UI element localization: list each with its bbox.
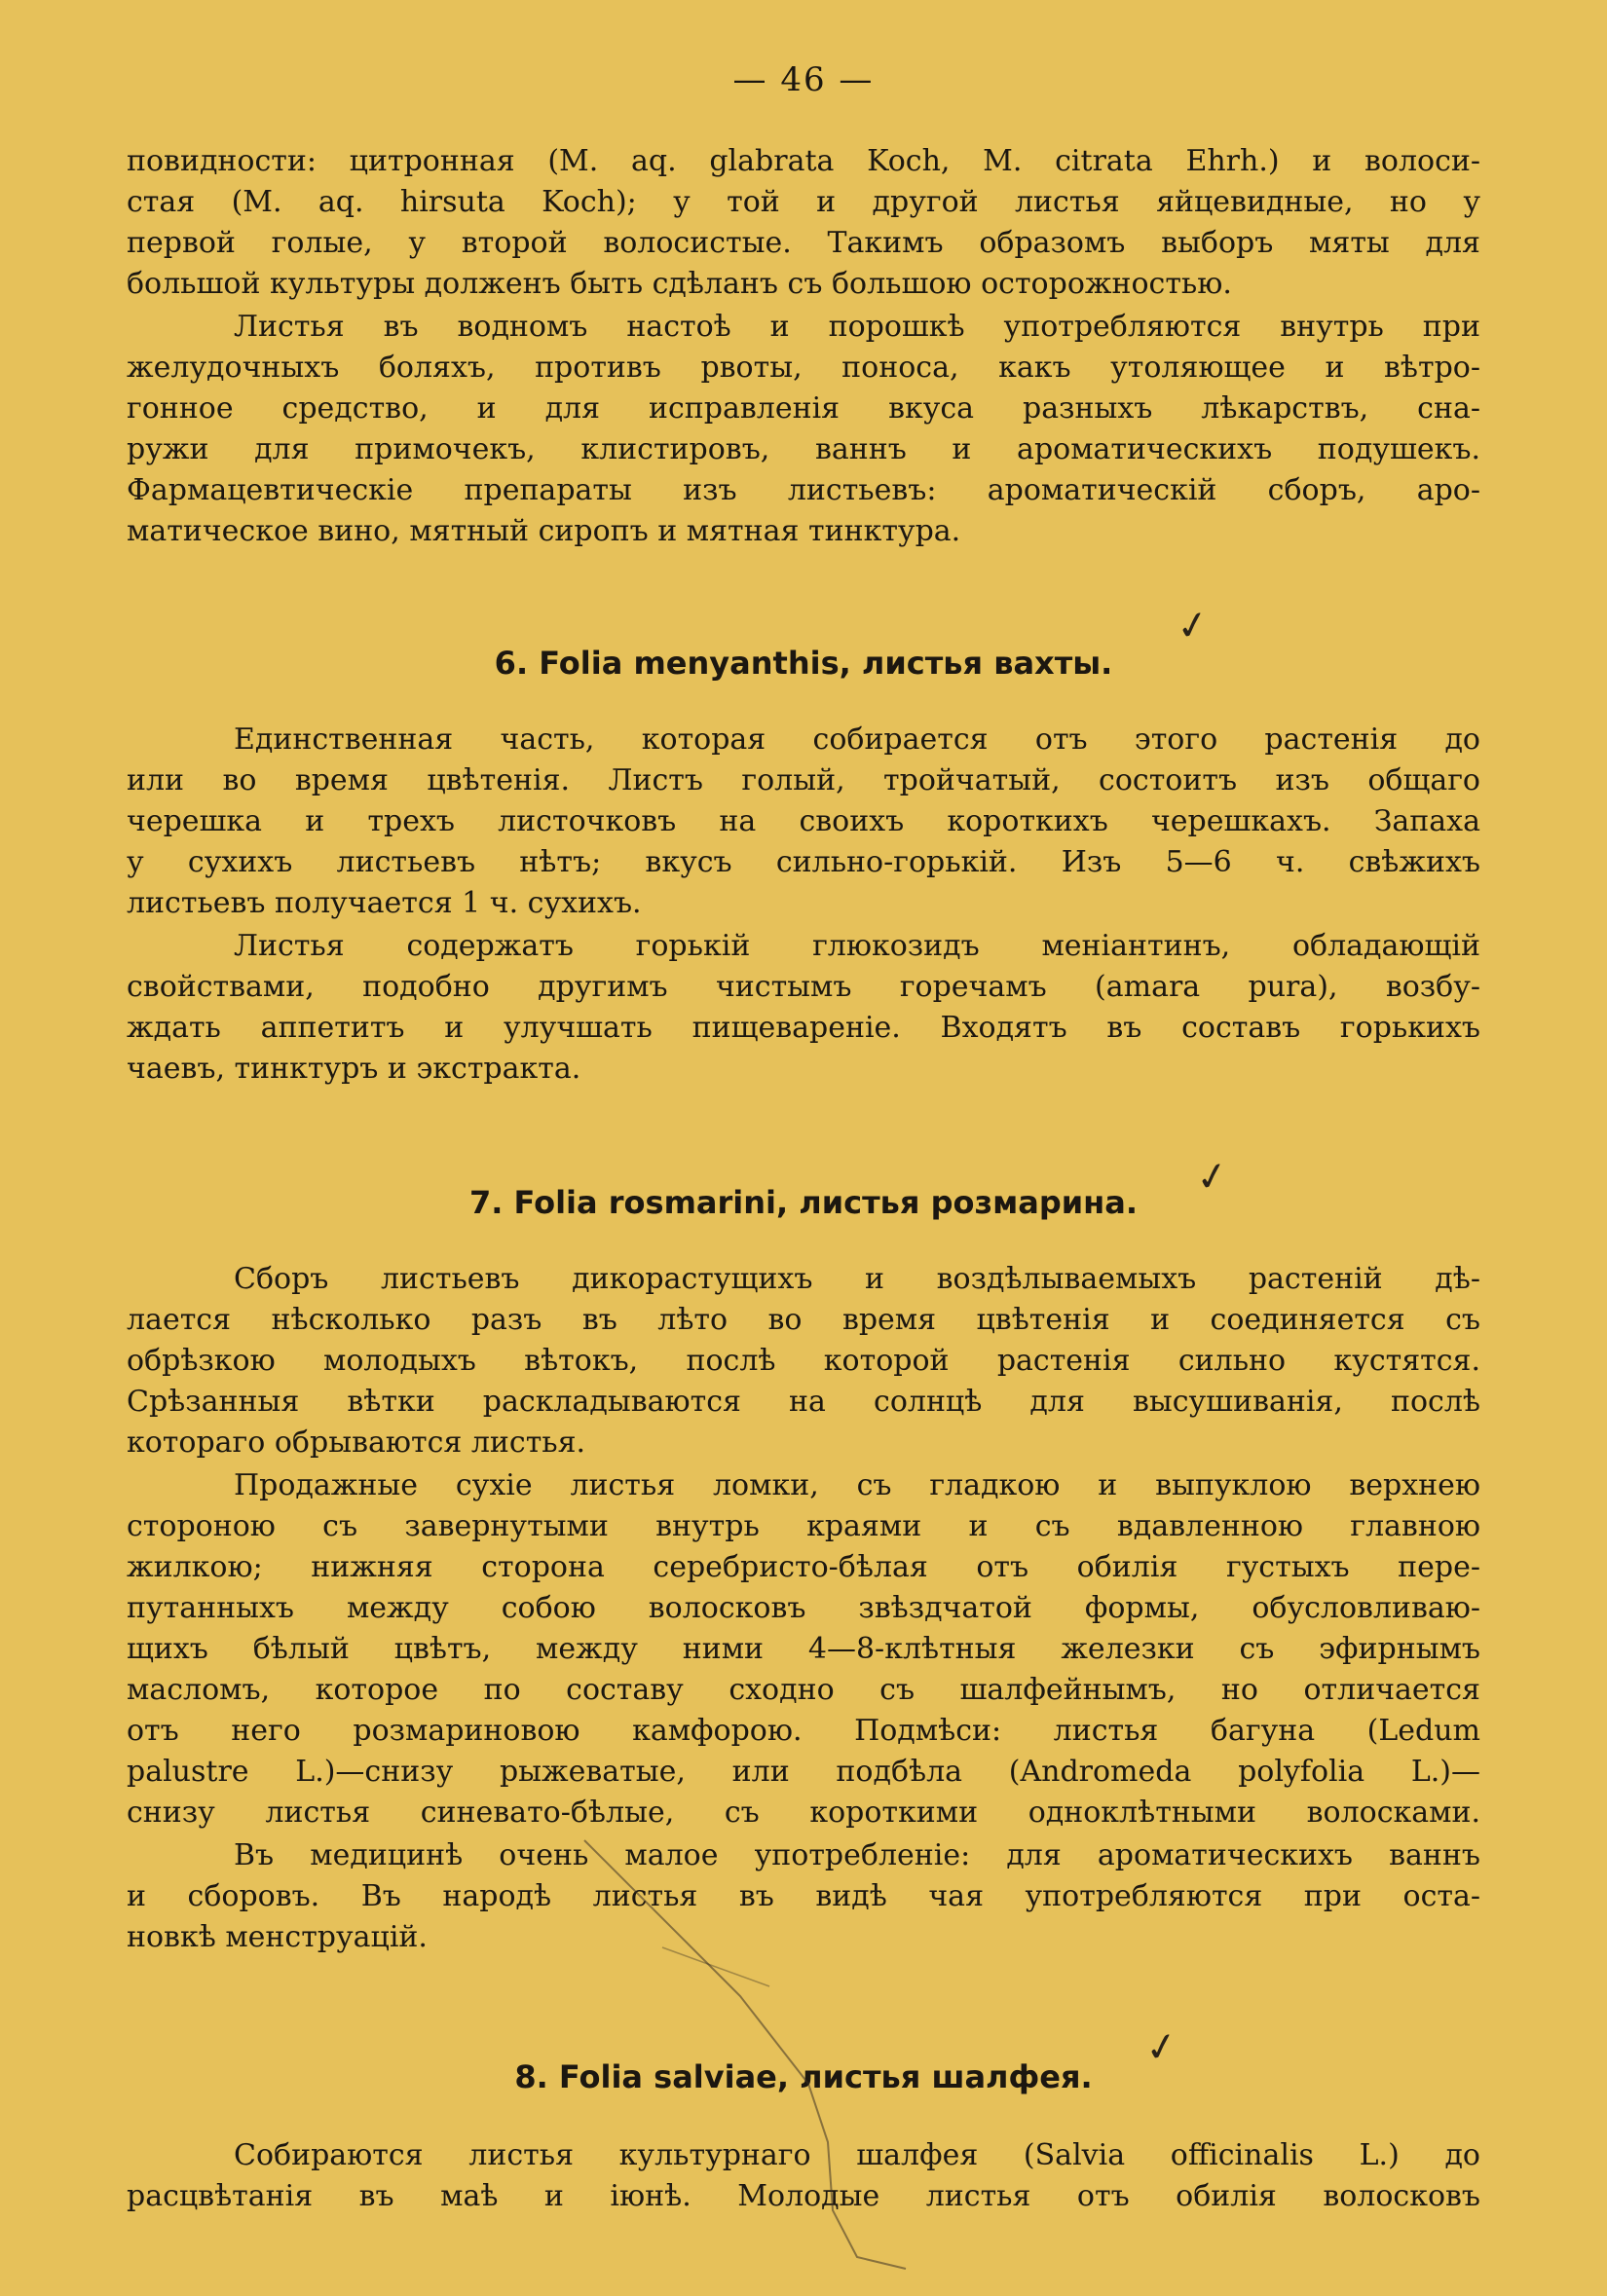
check-mark-icon: ✓ [1141,2022,1182,2073]
text-line: Единственная часть, которая собирается отъ этого растенія до [234,722,1480,757]
text-line: щихъ бѣлый цвѣтъ, между ними 4—8-клѣтныя железки съ эфирнымъ [127,1632,1480,1666]
text-line: матическое вино, мятный сиропъ и мятная тинктура. [127,514,961,548]
text-line: масломъ, которое по составу сходно съ шалфейнымъ, но отличается [127,1673,1480,1707]
text-line: у сухихъ листьевъ нѣтъ; вкусъ сильно-горькій. Изъ 5—6 ч. свѣжихъ [127,845,1480,879]
text-line: стая (M. aq. hirsuta Koch); у той и другой листья яйцевидные, но у [127,185,1480,219]
text-line: Продажные сухіе листья ломки, съ гладкою и выпуклою верхнею [234,1468,1480,1502]
text-line: Срѣзанныя вѣтки раскладываются на солнцѣ для высушиванія, послѣ [127,1385,1480,1419]
text-line: ружи для примочекъ, клистировъ, ваннъ и ароматическихъ подушекъ. [127,432,1480,466]
text-line: жилкою; нижняя сторона серебристо-бѣлая отъ обилія густыхъ пере- [127,1550,1480,1584]
text-line: желудочныхъ боляхъ, противъ рвоты, поноса, какъ утоляющее и вѣтро- [127,351,1480,385]
text-line: свойствами, подобно другимъ чистымъ горечамъ (amara pura), возбу- [127,970,1480,1004]
text-line: черешка и трехъ листочковъ на своихъ короткихъ черешкахъ. Запаха [127,804,1480,838]
text-line: Сборъ листьевъ дикорастущихъ и воздѣлываемыхъ растеній дѣ- [234,1262,1480,1296]
page-number: — 46 — [732,60,875,99]
section-heading: 8. Folia salviae, листья шалфея. [514,2058,1093,2095]
text-line: Листья въ водномъ настоѣ и порошкѣ употребляются внутрь при [234,310,1480,344]
check-mark-icon: ✓ [1192,1152,1233,1203]
text-line: ждать аппетитъ и улучшать пищевареніе. Входятъ въ составъ горькихъ [127,1011,1480,1045]
section-heading: 7. Folia rosmarini, листья розмарина. [468,1184,1139,1221]
text-line: или во время цвѣтенія. Листъ голый, тройчатый, состоитъ изъ общаго [127,763,1480,797]
text-line: Фармацевтическіе препараты изъ листьевъ: ароматическій сборъ, аро- [127,473,1480,507]
text-line: листьевъ получается 1 ч. сухихъ. [127,886,642,920]
text-line: чаевъ, тинктуръ и экстракта. [127,1052,581,1086]
text-line: большой культуры долженъ быть сдѣланъ съ большою осторожностью. [127,267,1232,301]
text-line: лается нѣсколько разъ въ лѣто во время цвѣтенія и соединяется съ [127,1303,1480,1337]
text-line: путанныхъ между собою волосковъ звѣздчатой формы, обусловливаю- [127,1591,1480,1625]
text-line: и сборовъ. Въ народѣ листья въ видѣ чая употребляются при оста- [127,1879,1480,1913]
text-line: стороною съ завернутыми внутрь краями и съ вдавленною главною [127,1509,1480,1543]
text-line: повидности: цитронная (M. aq. glabrata Koch, M. citrata Ehrh.) и волоси- [127,144,1480,178]
text-line: новкѣ менструацій. [127,1920,428,1954]
text-line: Въ медицинѣ очень малое употребленіе: для ароматическихъ ваннъ [234,1838,1480,1872]
text-line: отъ него розмариновою камфорою. Подмѣси: листья багуна (Ledum [127,1714,1480,1748]
text-line: обрѣзкою молодыхъ вѣтокъ, послѣ которой растенія сильно кустятся. [127,1344,1480,1378]
text-line: первой голые, у второй волосистые. Такимъ образомъ выборъ мяты для [127,226,1480,260]
section-heading: 6. Folia menyanthis, листья вахты. [494,645,1113,682]
check-mark-icon: ✓ [1173,601,1214,651]
text-line: расцвѣтанія въ маѣ и іюнѣ. Молодые листья отъ обилія волосковъ [127,2179,1480,2213]
text-line: Листья содержатъ горькій глюкозидъ меніантинъ, обладающій [234,929,1480,963]
text-line: palustre L.)—снизу рыжеватые, или подбѣла (Andromeda polyfolia L.)— [127,1755,1480,1789]
text-line: гонное средство, и для исправленія вкуса разныхъ лѣкарствъ, сна- [127,391,1480,426]
text-line: котораго обрываются листья. [127,1426,586,1460]
text-line: Собираются листья культурнаго шалфея (Salvia officinalis L.) до [234,2138,1480,2172]
text-line: снизу листья синевато-бѣлые, съ короткими одноклѣтными волосками. [127,1796,1480,1830]
